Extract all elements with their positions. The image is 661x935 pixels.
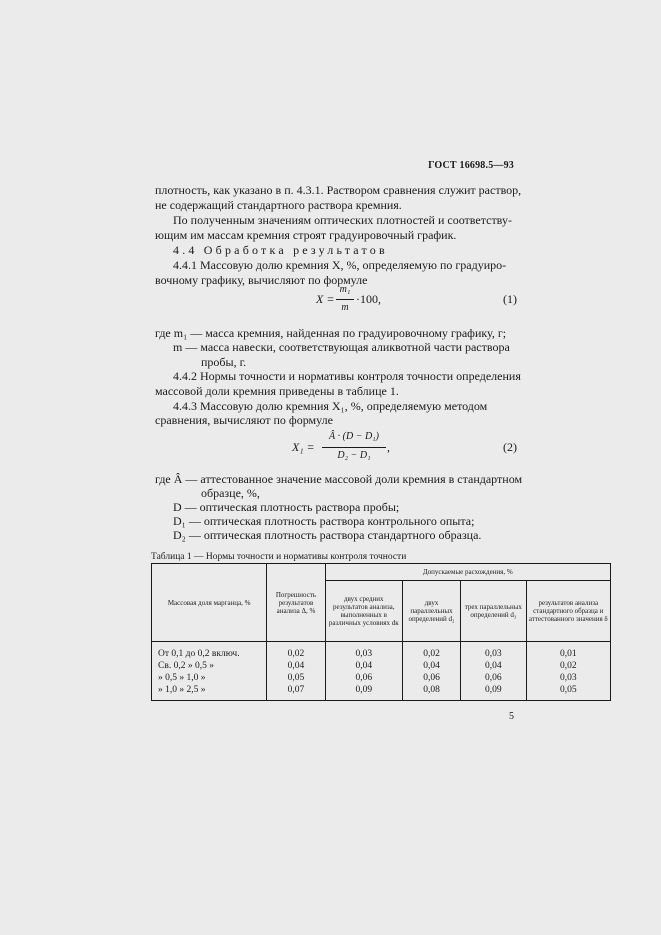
table-cell: 0,09: [485, 685, 502, 695]
table-cell: 0,01: [559, 649, 577, 659]
section-heading: 4.4 Обработка результатов: [173, 243, 388, 257]
paragraph-line: D₁ — оптическая плотность раствора контрольного опыта;: [173, 514, 475, 528]
paragraph-line: вочному графику, вычисляют по формуле: [155, 273, 368, 287]
document-header: ГОСТ 16698.5—93: [428, 160, 514, 171]
col-d3-values: [461, 642, 526, 701]
paragraph-line: где m₁ — масса кремния, найденная по градуировочному графику, г;: [155, 326, 507, 340]
table-cell: От 0,1 до 0,2 включ.: [158, 649, 240, 659]
formula-1-rhs: ·100,: [356, 292, 381, 306]
col-d2-values: [402, 642, 460, 701]
paragraph-line: 4.4.1 Массовую долю кремния X, %, определяемую по градуиро-: [173, 258, 507, 272]
formula-2-rhs: ,: [387, 440, 390, 454]
table-cell: 0,03: [559, 673, 577, 683]
table-cell: 0,09: [355, 685, 373, 695]
paragraph-line: пробы, г.: [201, 355, 247, 369]
paragraph-line: плотность, как указано в п. 4.3.1. Раствором сравнения служит раствор,: [155, 183, 522, 197]
paragraph-line: массовой доли кремния приведены в таблице 1.: [155, 384, 399, 398]
paragraph-line: образце, %,: [201, 486, 260, 500]
formula-2-number: (2): [503, 440, 517, 454]
table-cell: 0,02: [423, 649, 440, 659]
paragraph-line: не содержащий стандартного раствора кремния.: [155, 198, 402, 212]
paragraph-line: ющим им массам кремния строят градуировочный график.: [155, 228, 457, 242]
table-cell: » 1,0 » 2,5 »: [158, 685, 206, 695]
table-cell: 0,04: [287, 661, 305, 671]
table-cell: 0,06: [485, 673, 502, 683]
col-header-fraction: Массовая доля марганца, %: [152, 564, 267, 642]
table-cell: 0,04: [423, 661, 440, 671]
formula-1-number: (1): [503, 292, 517, 306]
formula-1-fraction-bar: [336, 299, 354, 300]
table-cell: 0,02: [559, 661, 577, 671]
col-delta-values: [526, 642, 610, 701]
table-caption: Таблица 1 — Нормы точности и нормативы контроля точности: [151, 552, 407, 562]
table-cell: 0,02: [287, 649, 305, 659]
table-cell: 0,05: [559, 685, 577, 695]
paragraph-line: 4.4.3 Массовую долю кремния X₁, %, определяемую методом: [173, 399, 488, 413]
table-cell: 0,04: [355, 661, 373, 671]
formula-1-lhs: X =: [316, 292, 335, 306]
table-cell: » 0,5 » 1,0 »: [158, 673, 206, 683]
paragraph-line: 4.4.2 Нормы точности и нормативы контроля точности определения: [173, 369, 521, 383]
col-header-dk: двух средних результатов анализа, выполненных в различных условиях dк: [325, 581, 402, 642]
col-header-d3: трех параллельных определений d₃: [461, 581, 526, 642]
table-cell: 0,04: [485, 661, 502, 671]
paragraph-line: По полученным значениям оптических плотностей и соответству-: [173, 213, 512, 227]
paragraph-line: D — оптическая плотность раствора пробы;: [173, 500, 400, 514]
table-cell: 0,03: [355, 649, 373, 659]
col-header-group: Допускаемые расхождения, %: [325, 564, 610, 581]
paragraph-line: m — масса навески, соответствующая аликвотной части раствора: [173, 340, 510, 354]
col-fraction-values: [152, 642, 267, 701]
formula-1-numerator: m₁: [339, 284, 351, 295]
paragraph-line: где Â — аттестованное значение массовой доли кремния в стандартном: [155, 472, 523, 486]
paragraph-line: сравнения, вычисляют по формуле: [155, 413, 333, 427]
formula-2-denominator: D₂ − D₁: [337, 450, 371, 461]
col-header-error: Погрешность результатов анализа Δ, %: [267, 564, 325, 642]
col-header-d2: двух параллельных определений d₂: [402, 581, 460, 642]
formula-2-lhs: X₁ =: [292, 440, 315, 454]
col-dk-values: [325, 642, 402, 701]
table-cell: 0,06: [355, 673, 373, 683]
norms-table: [151, 563, 611, 701]
table-cell: 0,03: [485, 649, 502, 659]
table-cell: 0,05: [287, 673, 305, 683]
col-error-values: [267, 642, 325, 701]
page-number: 5: [509, 711, 514, 722]
table-cell: Св. 0,2 » 0,5 »: [158, 661, 214, 671]
col-header-delta: результатов анализа стандартного образца и аттестованного значения δ: [526, 581, 610, 642]
table-cell: 0,08: [423, 685, 440, 695]
formula-1-denominator: m: [341, 302, 349, 313]
table-cell: 0,07: [287, 685, 305, 695]
table-cell: 0,06: [423, 673, 440, 683]
formula-2-numerator: Â · (D − D₁): [329, 431, 379, 442]
formula-2-fraction-bar: [322, 447, 386, 448]
paragraph-line: D₂ — оптическая плотность раствора стандартного образца.: [173, 528, 482, 542]
